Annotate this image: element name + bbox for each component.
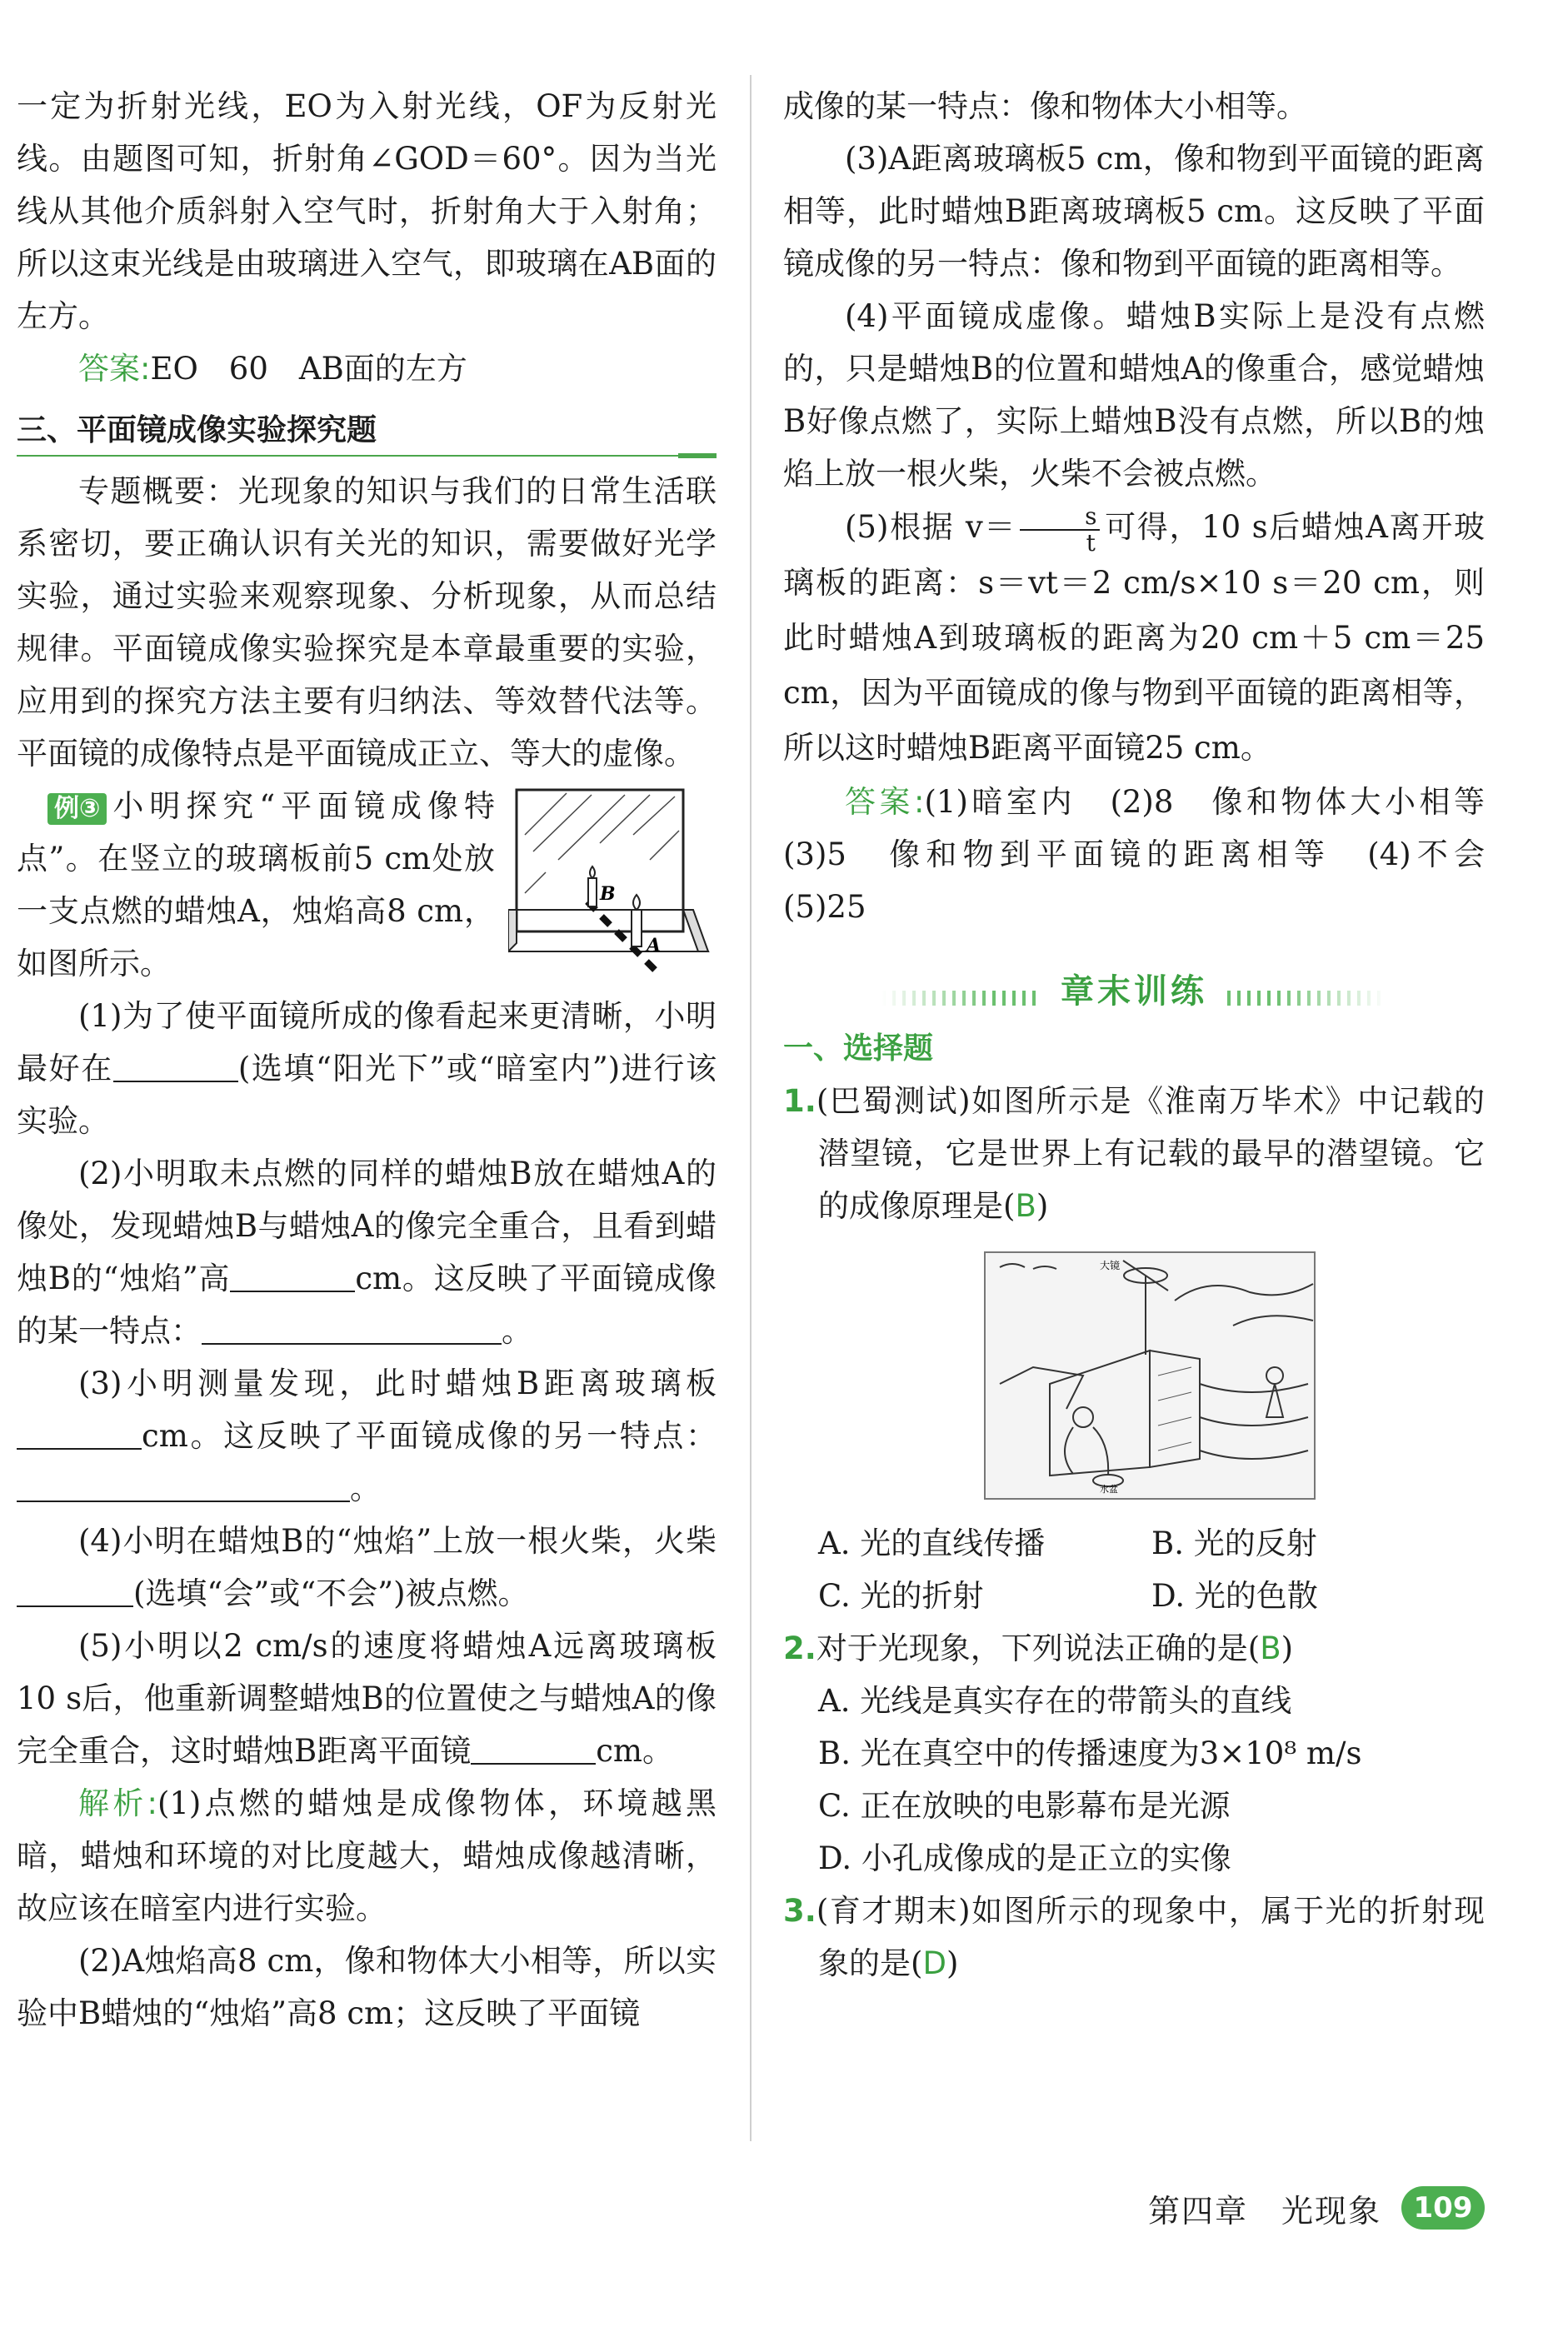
answer-label: 答案: bbox=[845, 783, 925, 820]
question-3 bbox=[17, 1357, 717, 1515]
q3-text-c: 。 bbox=[350, 1471, 381, 1506]
question-text: 对于光现象，下列说法正确的是( bbox=[816, 1630, 1261, 1666]
q2-text-b: cm。这反映了平面镜成像的某一特点： bbox=[17, 1261, 717, 1349]
question-2 bbox=[17, 1147, 717, 1357]
label-a: A bbox=[647, 935, 662, 956]
example-block bbox=[17, 780, 717, 990]
analysis-label: 解析: bbox=[78, 1785, 157, 1821]
label-b: B bbox=[600, 883, 616, 905]
left-column bbox=[17, 80, 717, 2040]
section-accent-bar bbox=[678, 453, 717, 458]
answer-text: (1)暗室内 (2)8 像和物体大小相等 (3)5 像和物到平面镜的距离相等 (4)不会 (5)25 bbox=[783, 783, 1516, 925]
option-b[interactable]: B. 光在真空中的传播速度为3×10⁸ m/s bbox=[818, 1735, 1362, 1771]
example-body: 小明探究“平面镜成像特点”。在竖立的玻璃板前5 cm处放一支点燃的蜡烛A，烛焰高8 cm，如图所示。 bbox=[17, 788, 495, 981]
fraction-denominator: t bbox=[1086, 528, 1096, 557]
fraction bbox=[1020, 504, 1100, 556]
q4-text-b: (选填“会”或“不会”)被点燃。 bbox=[133, 1575, 529, 1611]
answer-blank[interactable] bbox=[113, 1051, 238, 1082]
q2-text-c: 。 bbox=[502, 1313, 532, 1349]
right-column bbox=[783, 80, 1516, 1990]
answer-label: 答案: bbox=[78, 351, 151, 387]
q1-text-b: (选填“阳光下”或“暗室内”)进行该实验。 bbox=[17, 1051, 717, 1139]
analysis-text: (1)点燃的蜡烛是成像物体，环境越黑暗，蜡烛和环境的对比度越大，蜡烛成像越清晰，故应该在暗室内进行实验。 bbox=[17, 1785, 717, 1926]
option-d[interactable]: D. 小孔成像成的是正立的实像 bbox=[818, 1840, 1231, 1876]
question-number: 1. bbox=[783, 1082, 816, 1119]
question-number: 3. bbox=[783, 1892, 816, 1929]
overview-paragraph: 专题概要：光现象的知识与我们的日常生活联系密切，要正确认识有关光的知识，需要做好光学实验，通过实验来观察现象、分析现象，从而总结规律。平面镜成像实验探究是本章最重要的实验，应用到的探究方法主要有归纳法、等效替代法等。平面镜的成像特点是平面镜成正立、等大的虚像。 bbox=[17, 473, 717, 772]
answer-text: EO 60 AB面的左方 bbox=[150, 351, 467, 387]
answer-line bbox=[17, 342, 717, 395]
example-badge: 例③ bbox=[47, 793, 107, 825]
answer-blank[interactable] bbox=[471, 1733, 596, 1765]
paragraph: (4)平面镜成虚像。蜡烛B实际上是没有点燃的，只是蜡烛B的位置和蜡烛A的像重合，感觉蜡烛B好像点燃了，实际上蜡烛B没有点燃，所以B的烛焰上放一根火柴，火柴不会被点燃。 bbox=[783, 298, 1485, 492]
q5-text-a: (5)小明以2 cm/s的速度将蜡烛A远离玻璃板10 s后，他重新调整蜡烛B的位置使之与蜡烛A的像完全重合，这时蜡烛B距离平面镜 bbox=[17, 1628, 717, 1769]
q4-text-a: (4)小明在蜡烛B的“烛焰”上放一根火柴，火柴 bbox=[78, 1523, 717, 1559]
option-b[interactable]: B. 光的反射 bbox=[1151, 1525, 1317, 1561]
question-1 bbox=[17, 990, 717, 1147]
analysis-1 bbox=[17, 1777, 717, 1935]
q3-text-b: cm。这反映了平面镜成像的另一特点： bbox=[142, 1418, 717, 1454]
chapter-label: 第四章 光现象 bbox=[1147, 2192, 1381, 2230]
periscope-illustration bbox=[983, 1251, 1316, 1501]
q2-text-a: (2)小明取未点燃的同样的蜡烛B放在蜡烛A的像处，发现蜡烛B与蜡烛A的像完全重合，且看到蜡烛B的“烛焰”高 bbox=[17, 1156, 717, 1296]
analysis-2: (2)A烛焰高8 cm，像和物体大小相等，所以实验中B蜡烛的“烛焰”高8 cm；这反映了平面镜 bbox=[17, 1943, 717, 2031]
fraction-numerator: s bbox=[1020, 504, 1100, 531]
option-a[interactable]: A. 光的直线传播 bbox=[818, 1525, 1046, 1561]
page-footer bbox=[1148, 2183, 1485, 2233]
page-number-badge: 109 bbox=[1401, 2186, 1485, 2230]
answer-mark: B bbox=[1015, 1187, 1036, 1224]
chapter-training-title: 章末训练 bbox=[1061, 971, 1207, 1011]
option-c[interactable]: C. 正在放映的电影幕布是光源 bbox=[818, 1787, 1231, 1824]
answer-mark: D bbox=[922, 1945, 946, 1981]
option-c[interactable]: C. 光的折射 bbox=[818, 1577, 984, 1614]
question-number: 2. bbox=[783, 1630, 816, 1666]
q1-options bbox=[783, 1517, 1485, 1622]
paragraph: 一定为折射光线，EO为入射光线，OF为反射光线。由题图可知，折射角∠GOD＝60°。因为当光线从其他介质斜射入空气时，折射角大于入射角；所以这束光线是由玻璃进入空气，即玻璃在AB面的左方。 bbox=[17, 88, 717, 334]
fig-label-bottom: 水盆 bbox=[1100, 1483, 1118, 1495]
answer-blank[interactable] bbox=[17, 1471, 350, 1502]
q3-text-a: (3)小明测量发现，此时蜡烛B距离玻璃板 bbox=[78, 1366, 717, 1401]
formula-lead: (5)根据 v＝ bbox=[845, 509, 1017, 545]
fig-label-top: 大镜 bbox=[1100, 1259, 1121, 1271]
question-paren: ) bbox=[946, 1945, 959, 1981]
section-header bbox=[17, 407, 717, 457]
decor-stripes-left bbox=[882, 991, 1041, 1006]
sub-section-title: 一、选择题 bbox=[783, 1031, 934, 1066]
question-text: (巴蜀测试)如图所示是《淮南万毕术》中记载的潜望镜，它是世界上有记载的最早的潜望镜。它的成像原理是( bbox=[816, 1082, 1485, 1224]
answer-mark: B bbox=[1260, 1630, 1281, 1666]
question-paren: ) bbox=[1036, 1187, 1049, 1224]
answer-line bbox=[783, 776, 1516, 933]
q1-text-a: (1)为了使平面镜所成的像看起来更清晰，小明最好在 bbox=[17, 998, 717, 1086]
choice-question-1 bbox=[783, 1075, 1485, 1232]
answer-blank[interactable] bbox=[202, 1313, 502, 1345]
question-paren: ) bbox=[1281, 1630, 1294, 1666]
option-d[interactable]: D. 光的色散 bbox=[1151, 1577, 1318, 1614]
section-title: 三、平面镜成像实验探究题 bbox=[17, 413, 377, 447]
paragraph-formula bbox=[783, 500, 1485, 776]
answer-blank[interactable] bbox=[230, 1261, 355, 1292]
paragraph: (3)A距离玻璃板5 cm，像和物到平面镜的距离相等，此时蜡烛B距离玻璃板5 cm。这反映了平面镜成像的另一特点：像和物到平面镜的距离相等。 bbox=[783, 141, 1485, 282]
choice-question-2 bbox=[783, 1622, 1485, 1675]
formula-rest: 可得，10 s后蜡烛A离开玻璃板的距离：s＝vt＝2 cm/s×10 s＝20 cm，则此时蜡烛A到玻璃板的距离为20 cm＋5 cm＝25 cm，因为平面镜成的像与物到平面镜的距离相等，所以这时蜡烛B距离平面镜25 cm。 bbox=[783, 509, 1485, 766]
q5-text-b: cm。 bbox=[596, 1733, 674, 1769]
question-text: (育才期末)如图所示的现象中，属于光的折射现象的是( bbox=[816, 1892, 1485, 1981]
question-4 bbox=[17, 1515, 717, 1620]
answer-blank[interactable] bbox=[17, 1575, 133, 1607]
answer-blank[interactable] bbox=[17, 1418, 142, 1450]
column-divider bbox=[750, 75, 752, 2141]
question-5 bbox=[17, 1620, 717, 1777]
chapter-training-header bbox=[783, 966, 1485, 1016]
option-a[interactable]: A. 光线是真实存在的带箭头的直线 bbox=[818, 1682, 1292, 1719]
mirror-candle-figure bbox=[508, 785, 717, 976]
decor-stripes-right bbox=[1227, 991, 1386, 1006]
paragraph: 成像的某一特点：像和物体大小相等。 bbox=[783, 88, 1307, 124]
choice-question-3 bbox=[783, 1885, 1485, 1990]
